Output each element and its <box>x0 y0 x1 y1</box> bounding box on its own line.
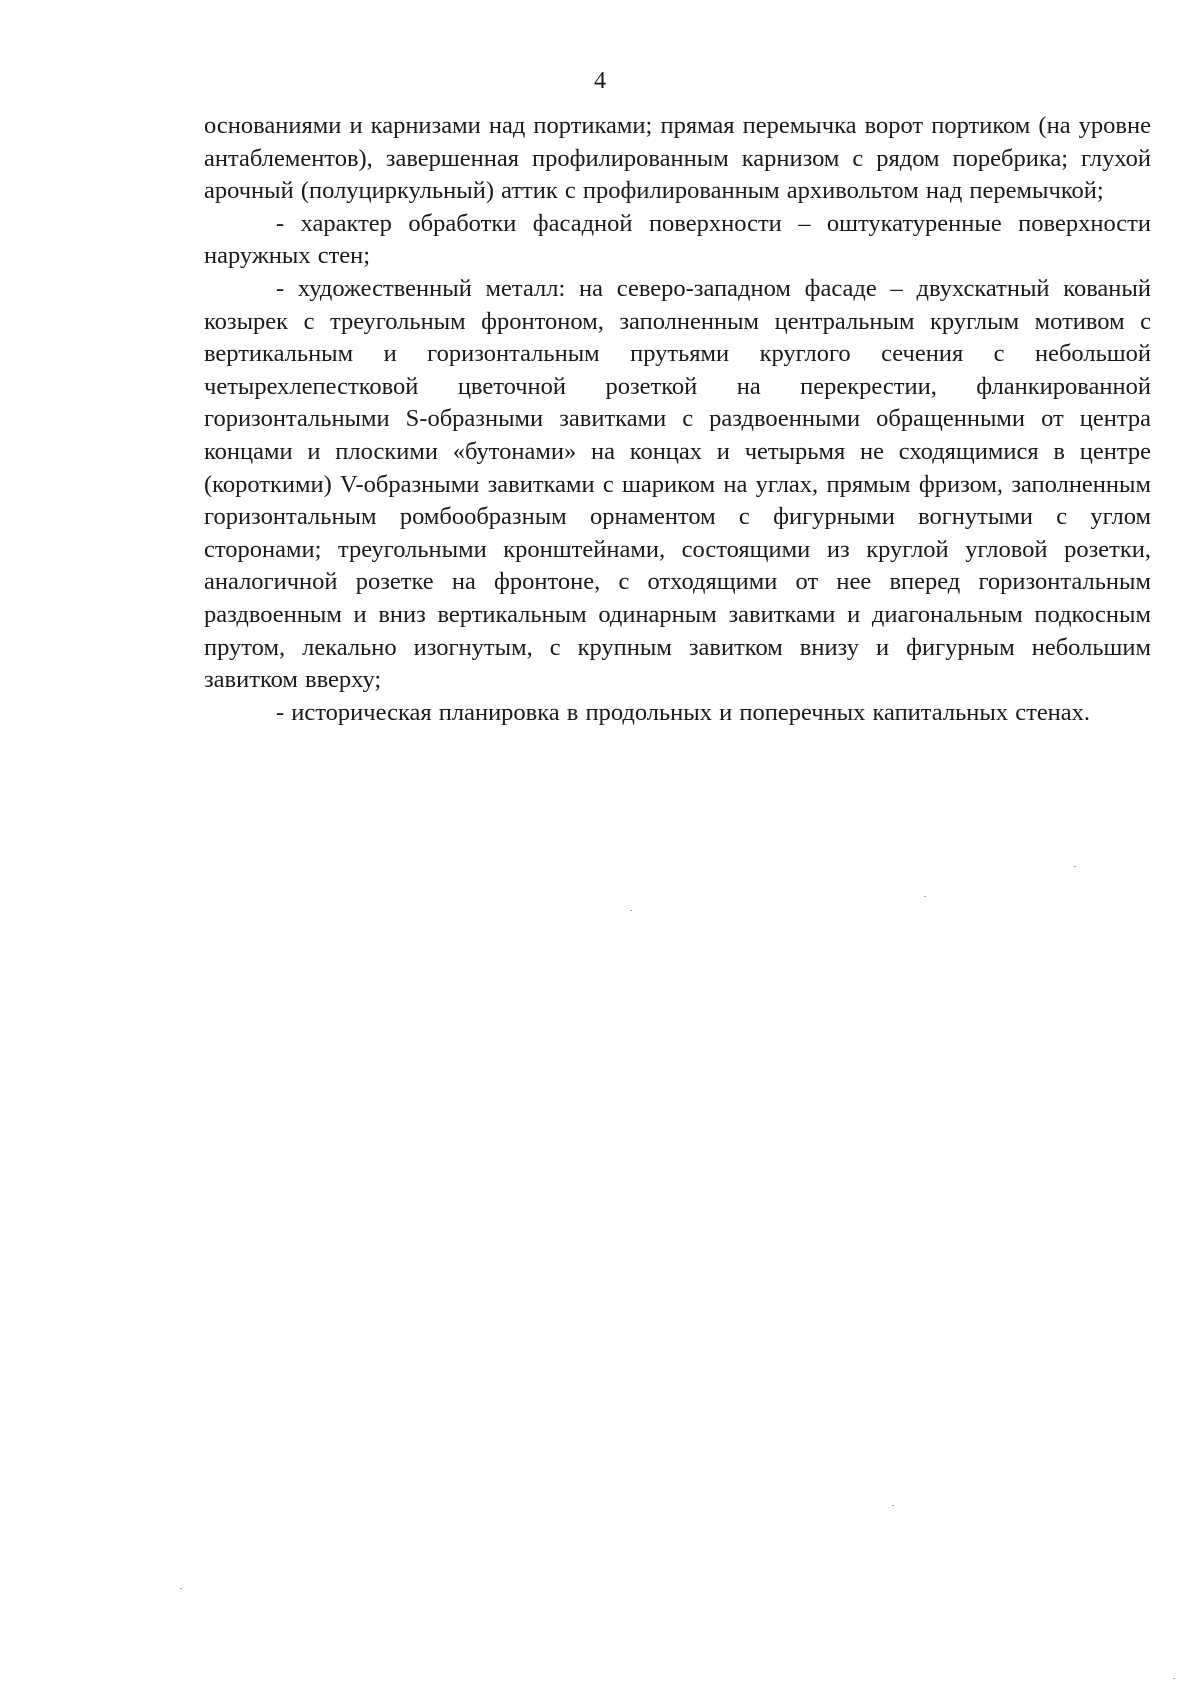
scan-speck <box>1173 1678 1175 1679</box>
paragraph-artistic-metal: - художественный металл: на северо-западном фасаде – двухскатный кованый козырек с треугольным фронтоном, заполненным центральным круглым мотивом с вертикальным и горизонтальным прутьями круглого сечения с небольшой четырехлепестковой цветочной розеткой на перекрестии, фланкированной горизонтальными S-образными завитками с раздвоенными обращенными от центра концами и плоскими «бутонами» на концах и четырьмя не сходящимися в центре (короткими) V-образными завитками с шариком на углах, прямым фризом, заполненным горизонтальным ромбообразным орнаментом с фигурными вогнутыми с углом сторонами; треугольными кронштейнами, состоящими из круглой угловой розетки, аналогичной розетке на фронтоне, с отходящими от нее вперед горизонтальным раздвоенным и вниз вертикальным одинарным завитками и диагональным подкосным прутом, лекально изогнутым, с крупным завитком внизу и фигурным небольшим завитком вверху; <box>204 274 1151 694</box>
page-number: 4 <box>594 68 606 94</box>
paragraph-continuation: основаниями и карнизами над портиками; прямая перемычка ворот портиком (на уровне антаблементов), завершенная профилированным карнизом с рядом поребрика; глухой арочный (полуциркульный) аттик с профилированным архивольтом над перемычкой; <box>204 112 1151 205</box>
paragraph-facade-surface: - характер обработки фасадной поверхности – оштукатуренные поверхности наружных стен; <box>204 209 1151 270</box>
scan-speck <box>630 910 632 911</box>
paragraph-historic-layout: - историческая планировка в продольных и поперечных капитальных стенах. <box>276 698 1091 726</box>
scan-speck <box>1074 866 1076 867</box>
scan-speck <box>892 1505 894 1506</box>
body-text <box>204 110 1151 729</box>
scan-speck <box>180 1588 182 1589</box>
scan-speck <box>924 896 926 897</box>
